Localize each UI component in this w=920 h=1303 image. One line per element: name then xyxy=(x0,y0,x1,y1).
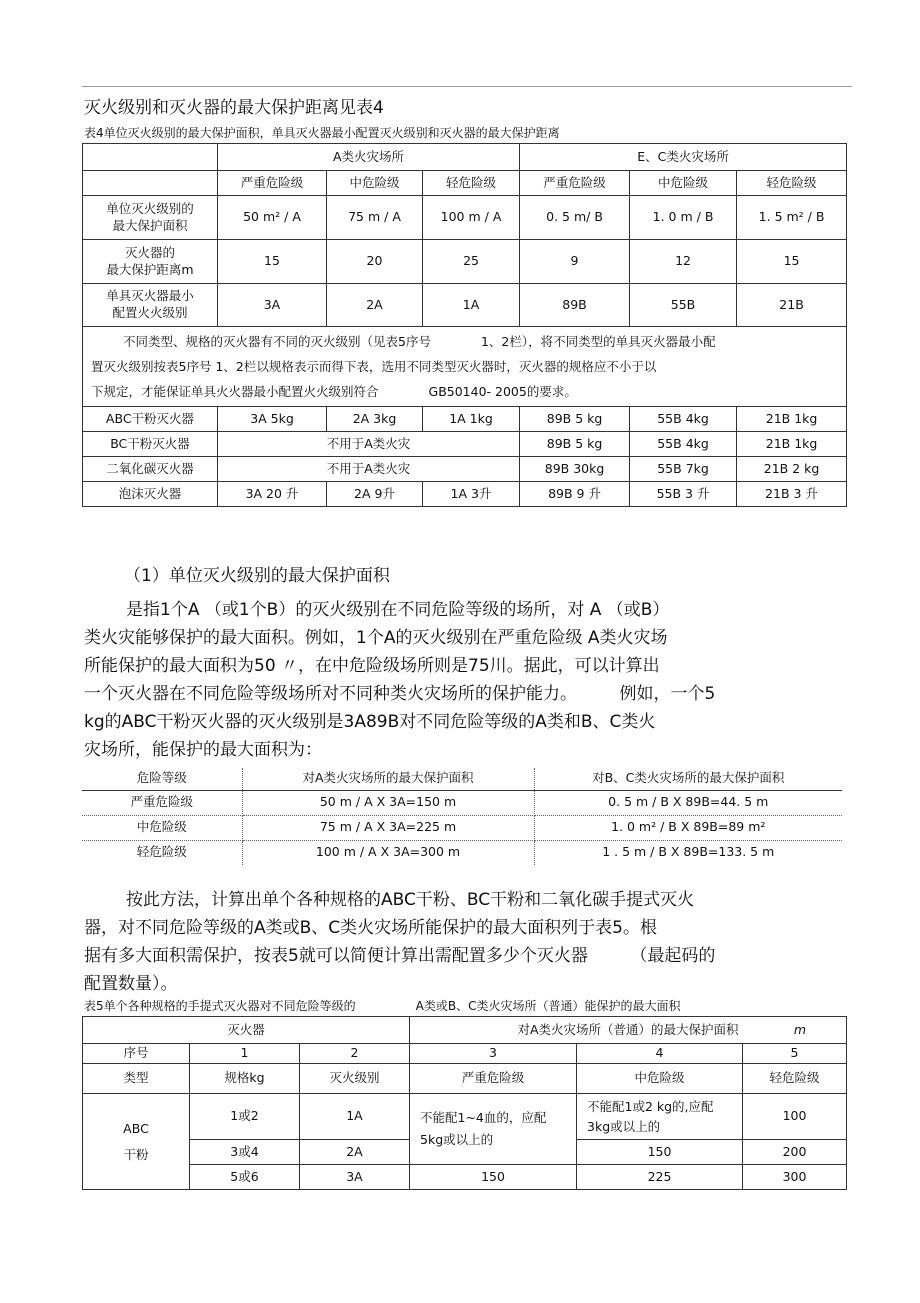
table5 xyxy=(82,1016,847,1190)
table-cell: 225 xyxy=(577,1165,743,1190)
level-header: 中危险级 xyxy=(630,171,737,196)
table-cell: 3A 5kg xyxy=(218,407,327,432)
table-cell: 12 xyxy=(630,240,737,284)
table-header: 1 xyxy=(190,1044,300,1064)
table-cell: 89B xyxy=(520,284,630,327)
extinguisher-name: 泡沫灭火器 xyxy=(83,482,218,507)
table-header: 4 xyxy=(577,1044,743,1064)
table-cell: 75 m / A X 3A=225 m xyxy=(242,815,534,840)
level-header: 严重危险级 xyxy=(520,171,630,196)
table-cell: 9 xyxy=(520,240,630,284)
table-header: 2 xyxy=(300,1044,410,1064)
table-cell: 21B 1kg xyxy=(737,432,847,457)
table4-note: 不同类型、规格的灭火器有不同的灭火级别（见表5序号 1、2栏），将不同类型的单具灭火器最小配 置灭火级别按表5序号 1、2栏以规格表示而得下表，选用不同类型灭火器时，灭火器的规格应不小于以 下规定，才能保证单具火火器最小配置火火级别符合 GB50140- 2005的要求。 xyxy=(83,327,847,407)
table-cell: 25 xyxy=(423,240,520,284)
table-cell: 150 xyxy=(410,1165,577,1190)
table-cell: 1A xyxy=(423,284,520,327)
table-cell: 0. 5 m/ B xyxy=(520,196,630,240)
table-cell: 5或6 xyxy=(190,1165,300,1190)
merged-cell: 不用于A类火灾 xyxy=(218,432,520,457)
table-cell: 89B 5 kg xyxy=(520,407,630,432)
table-cell: 1或2 xyxy=(190,1094,300,1140)
table-cell: 100 m / A X 3A=300 m xyxy=(242,840,534,865)
table-cell: 21B xyxy=(737,284,847,327)
table-header: 严重危险级 xyxy=(410,1064,577,1094)
corner-cell xyxy=(83,171,218,196)
table-cell: 21B 1kg xyxy=(737,407,847,432)
table-cell: 1. 5 m² / B xyxy=(737,196,847,240)
table5-caption: 表5单个各种规格的手提式灭火器对不同危险等级的 A类或B、C类火灾场所（普通）能保护的最大面积 xyxy=(84,999,681,1013)
table-header: 类型 xyxy=(83,1064,190,1094)
level-header: 中危险级 xyxy=(327,171,423,196)
table-cell: 55B 4kg xyxy=(630,407,737,432)
page-title: 灭火级别和灭火器的最大保护距离见表4 xyxy=(84,98,384,118)
table-cell: 1A 1kg xyxy=(423,407,520,432)
table-cell: 3或4 xyxy=(190,1140,300,1165)
extinguisher-name: ABC干粉灭火器 xyxy=(83,407,218,432)
mid-note-cell: 不能配1或2 kg的,应配3kg或以上的 xyxy=(577,1094,743,1140)
table-cell: 1. 0 m² / B X 89B=89 m² xyxy=(534,815,842,840)
table4 xyxy=(82,143,847,507)
section1-paragraph: 是指1个A （或1个B）的灭火级别在不同危险等级的场所，对 A （或B） 类火灾能够保护的最大面积。例如，1个A的灭火级别在严重危险级 A类火灾场 所能保护的最大面积为50 〃，在中危险级场所则是75川。据此，可以计算出 一个灭火器在不同危险等级场所对不同种类火灾场所的保护能力。 例如，一个5 kg的ABC干粉灭火器的灭火级别是3A89B对不同危险等级的A类和B、C类火 灾场所，能保护的最大面积为： xyxy=(84,600,716,760)
table-header: 5 xyxy=(743,1044,847,1064)
table-cell: 0. 5 m / B X 89B=44. 5 m xyxy=(534,790,842,815)
table-cell: 1 . 5 m / B X 89B=133. 5 m xyxy=(602,844,775,860)
level-header: 严重危险级 xyxy=(218,171,327,196)
row-label: 单位灭火级别的 最大保护面积 xyxy=(83,196,218,240)
table-cell: 3A xyxy=(300,1165,410,1190)
table-cell: 3A xyxy=(218,284,327,327)
table-cell: 150 xyxy=(577,1140,743,1165)
merged-cell: 不用于A类火灾 xyxy=(218,457,520,482)
table-cell: 50 m / A X 3A=150 m xyxy=(242,790,534,815)
table-cell: 2A 9升 xyxy=(327,482,423,507)
severe-note-cell: 不能配1~4血的，应配5kg或以上的 xyxy=(410,1094,577,1165)
table-cell: 55B xyxy=(630,284,737,327)
table-header: 灭火级别 xyxy=(300,1064,410,1094)
table-header: 序号 xyxy=(83,1044,190,1064)
table-cell: 200 xyxy=(743,1140,847,1165)
table5-header-extinguisher: 灭火器 xyxy=(83,1017,410,1044)
table-cell: 89B 9 升 xyxy=(520,482,630,507)
table-cell: 2A 3kg xyxy=(327,407,423,432)
table-cell: 1. 0 m / B xyxy=(630,196,737,240)
extinguisher-name: 二氧化碳灭火器 xyxy=(83,457,218,482)
table-cell: 21B 3 升 xyxy=(737,482,847,507)
table-cell: 21B 2 kg xyxy=(737,457,847,482)
table-cell: 89B 30kg xyxy=(520,457,630,482)
table-cell: 100 xyxy=(743,1094,847,1140)
table-header: 危险等级 xyxy=(82,768,242,790)
table-cell: 75 m / A xyxy=(327,196,423,240)
table-cell: 轻危险级 xyxy=(82,840,242,865)
table-header: 3 xyxy=(410,1044,577,1064)
table-cell: 100 m / A xyxy=(423,196,520,240)
extinguisher-name: BC干粉灭火器 xyxy=(83,432,218,457)
table-cell: 严重危险级 xyxy=(82,790,242,815)
level-header: 轻危险级 xyxy=(423,171,520,196)
table-header: 对A类火灾场所的最大保护面积 xyxy=(242,768,534,790)
table-cell: 50 m² / A xyxy=(218,196,327,240)
level-header: 轻危险级 xyxy=(737,171,847,196)
top-rule xyxy=(82,86,852,87)
table-header: 规格kg xyxy=(190,1064,300,1094)
section1-heading: （1）单位灭火级别的最大保护面积 xyxy=(124,566,390,586)
row-label: 灭火器的 最大保护距离m xyxy=(83,240,218,284)
table-cell: 55B 3 升 xyxy=(630,482,737,507)
table-cell: 89B 5 kg xyxy=(520,432,630,457)
table-cell: 2A xyxy=(300,1140,410,1165)
section2-paragraph: 按此方法，计算出单个各种规格的ABC干粉、BC干粉和二氧化碳手提式灭火 器，对不同危险等级的A类或B、C类火灾场所能保护的最大面积列于表5。根 据有多大面积需保护，按表5就可以简便计算出需配置多少个灭火器 （最起码的 配置数量）。 xyxy=(84,890,716,994)
table5-header-area: 对A类火灾场所（普通）的最大保护面积 m xyxy=(410,1017,847,1044)
table-cell: 300 xyxy=(743,1165,847,1190)
unit-label: m xyxy=(793,1022,807,1037)
table-cell: 15 xyxy=(737,240,847,284)
table-cell: 55B 7kg xyxy=(630,457,737,482)
table4-caption: 表4单位灭火级别的最大保护面积，单具灭火器最小配置灭火级别和灭火器的最大保护距离 xyxy=(84,126,560,140)
table-cell: 1A xyxy=(300,1094,410,1140)
table-header: 对B、C类火灾场所的最大保护面积 xyxy=(534,768,842,790)
table-cell: 20 xyxy=(327,240,423,284)
abc-type-cell: ABC 干粉 xyxy=(83,1094,190,1190)
table-cell: 3A 20 升 xyxy=(218,482,327,507)
area-calc-table xyxy=(82,768,842,865)
row-label: 单具灭火器最小 配置火火级别 xyxy=(83,284,218,327)
table-cell: 中危险级 xyxy=(82,815,242,840)
corner-cell xyxy=(83,144,218,171)
table-cell: 55B 4kg xyxy=(630,432,737,457)
table-header: 轻危险级 xyxy=(743,1064,847,1094)
table-header: 中危险级 xyxy=(577,1064,743,1094)
table-cell: 15 xyxy=(218,240,327,284)
table-cell: 2A xyxy=(327,284,423,327)
group-bc-header: E、C类火灾场所 xyxy=(520,144,847,171)
group-a-header: A类火灾场所 xyxy=(218,144,520,171)
table-cell: 1A 3升 xyxy=(423,482,520,507)
